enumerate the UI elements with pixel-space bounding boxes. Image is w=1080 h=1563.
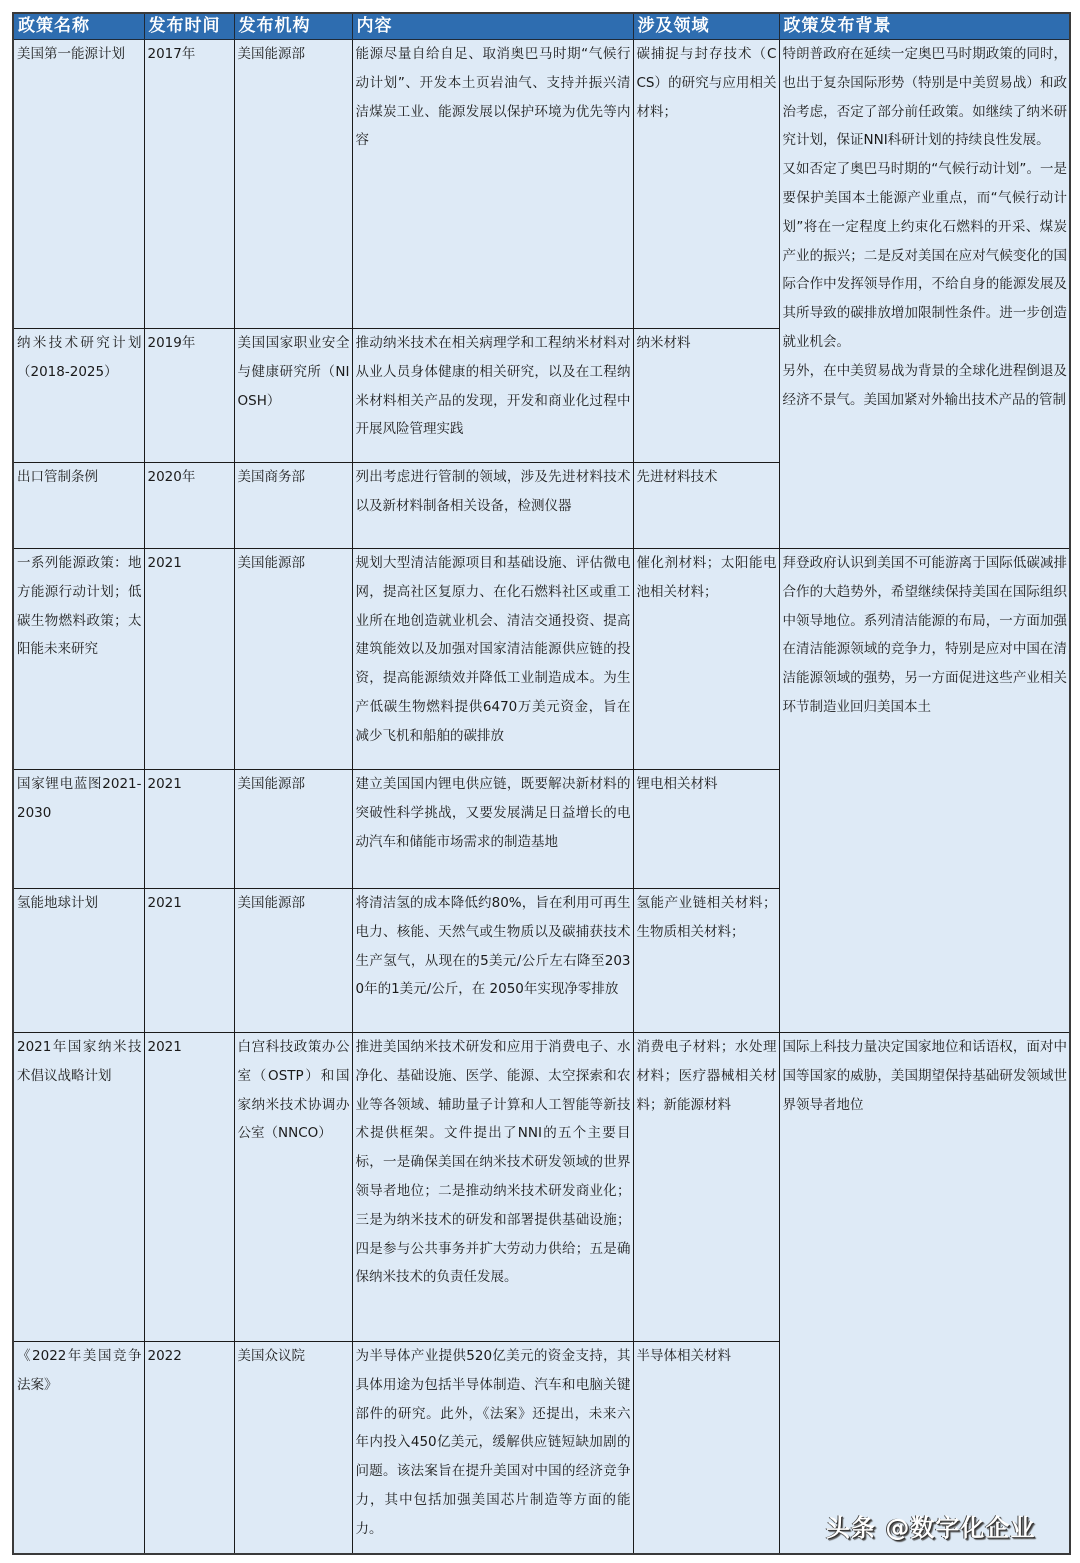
- background-paragraph: 另外，在中美贸易战为背景的全球化进程倒退及经济不景气。美国加紧对外输出技术产品的管制: [782, 362, 1067, 408]
- background-paragraph: 国际上科技力量决定国家地位和话语权，面对中国等国家的威胁，美国期望保持基础研发领域世界领导者地位: [782, 1039, 1067, 1113]
- cell-policy-name: 出口管制条例: [13, 463, 144, 549]
- cell-policy-name: 氢能地球计划: [13, 889, 144, 1033]
- cell-agency: 美国能源部: [234, 889, 352, 1033]
- background-paragraph: 又如否定了奥巴马时期的“气候行动计划”。一是要保护美国本土能源产业重点，而“气候行动计划”将在一定程度上约束化石燃料的开采、煤炭产业的振兴；二是反对美国在应对气候变化的国际合作中发挥领导作用，不给自身的能源发展及其所导致的碳排放增加限制性条件。进一步创造就业机会。: [782, 161, 1067, 350]
- cell-field: 氢能产业链相关材料；生物质相关材料；: [633, 889, 779, 1033]
- cell-release-time: 2022: [144, 1342, 234, 1554]
- cell-content: 为半导体产业提供520亿美元的资金支持，其具体用途为包括半导体制造、汽车和电脑关键部件的研究。此外，《法案》还提出，未来六年内投入450亿美元，缓解供应链短缺加剧的问题。该法案旨在提升美国对中国的经济竞争力，其中包括加强美国芯片制造等方面的能力。: [352, 1342, 633, 1554]
- header-release-time: 发布时间: [144, 13, 234, 40]
- cell-background-group-1: [779, 40, 1070, 549]
- cell-policy-name: 《2022年美国竞争法案》: [13, 1342, 144, 1554]
- cell-release-time: 2021: [144, 770, 234, 889]
- cell-agency: 白宫科技政策办公室（OSTP）和国家纳米技术协调办公室（NNCO）: [234, 1033, 352, 1342]
- cell-content: 推动纳米技术在相关病理学和工程纳米材料对从业人员身体健康的相关研究，以及在工程纳米材料相关产品的发现，开发和商业化过程中开展风险管理实践: [352, 329, 633, 463]
- table-row: [13, 40, 1070, 329]
- header-content: 内容: [352, 13, 633, 40]
- cell-agency: 美国能源部: [234, 549, 352, 770]
- cell-content: 列出考虑进行管制的领域，涉及先进材料技术以及新材料制备相关设备，检测仪器: [352, 463, 633, 549]
- table-header-row: [13, 13, 1070, 40]
- header-agency: 发布机构: [234, 13, 352, 40]
- cell-policy-name: 一系列能源政策：地方能源行动计划；低碳生物燃料政策；太阳能未来研究: [13, 549, 144, 770]
- cell-field: 碳捕捉与封存技术（CCS）的研究与应用相关材料；: [633, 40, 779, 329]
- cell-content: 规划大型清洁能源项目和基础设施、评估微电网，提高社区复原力、在化石燃料社区或重工业所在地创造就业机会、清洁交通投资、提高建筑能效以及加强对国家清洁能源供应链的投资，提高能源绩效并降低工业制造成本。为生产低碳生物燃料提供6470万美元资金，旨在减少飞机和船舶的碳排放: [352, 549, 633, 770]
- cell-field: 半导体相关材料: [633, 1342, 779, 1554]
- cell-policy-name: 2021年国家纳米技术倡议战略计划: [13, 1033, 144, 1342]
- cell-background-group-2: [779, 549, 1070, 1033]
- cell-content: 建立美国国内锂电供应链，既要解决新材料的突破性科学挑战，又要发展满足日益增长的电动汽车和储能市场需求的制造基地: [352, 770, 633, 889]
- cell-agency: 美国能源部: [234, 40, 352, 329]
- header-policy-name: 政策名称: [13, 13, 144, 40]
- cell-release-time: 2021: [144, 549, 234, 770]
- background-paragraph: 特朗普政府在延续一定奥巴马时期政策的同时，也出于复杂国际形势（特别是中美贸易战）和政治考虑，否定了部分前任政策。如继续了纳米研究计划，保证NNI科研计划的持续良性发展。: [782, 46, 1067, 149]
- cell-agency: 美国商务部: [234, 463, 352, 549]
- table-row: [13, 549, 1070, 770]
- cell-agency: 美国能源部: [234, 770, 352, 889]
- cell-field: 锂电相关材料: [633, 770, 779, 889]
- cell-content: 推进美国纳米技术研发和应用于消费电子、水净化、基础设施、医学、能源、太空探索和农业等各领域、辅助量子计算和人工智能等新技术提供框架。文件提出了NNI的五个主要目标，一是确保美国在纳米技术研发领域的世界领导者地位；二是推动纳米技术研发商业化；三是为纳米技术的研发和部署提供基础设施；四是参与公共事务并扩大劳动力供给；五是确保纳米技术的负责任发展。: [352, 1033, 633, 1342]
- cell-content: 将清洁氢的成本降低约80%，旨在利用可再生电力、核能、天然气或生物质以及碳捕获技术生产氢气，从现在的5美元/公斤左右降至2030年的1美元/公斤，在 2050年实现净零排放: [352, 889, 633, 1033]
- cell-policy-name: 纳米技术研究计划（2018-2025）: [13, 329, 144, 463]
- cell-field: 纳米材料: [633, 329, 779, 463]
- cell-field: 先进材料技术: [633, 463, 779, 549]
- cell-release-time: 2020年: [144, 463, 234, 549]
- watermark: 头条 @数字化企业: [826, 1514, 1036, 1542]
- cell-field: 消费电子材料；水处理材料；医疗器械相关材料；新能源材料: [633, 1033, 779, 1342]
- background-paragraph: 拜登政府认识到美国不可能游离于国际低碳减排合作的大趋势外，希望继续保持美国在国际组织中领导地位。系列清洁能源的布局，一方面加强在清洁能源领域的竞争力，特别是应对中国在清洁能源领域的强势，另一方面促进这些产业相关环节制造业回归美国本土: [782, 555, 1067, 715]
- cell-background-group-3: [779, 1033, 1070, 1554]
- cell-agency: 美国国家职业安全与健康研究所（NIOSH）: [234, 329, 352, 463]
- cell-agency: 美国众议院: [234, 1342, 352, 1554]
- cell-release-time: 2019年: [144, 329, 234, 463]
- cell-release-time: 2017年: [144, 40, 234, 329]
- cell-release-time: 2021: [144, 889, 234, 1033]
- table-row: [13, 1033, 1070, 1342]
- header-background: 政策发布背景: [779, 13, 1070, 40]
- cell-field: 催化剂材料；太阳能电池相关材料；: [633, 549, 779, 770]
- cell-release-time: 2021: [144, 1033, 234, 1342]
- cell-policy-name: 国家锂电蓝图2021-2030: [13, 770, 144, 889]
- cell-policy-name: 美国第一能源计划: [13, 40, 144, 329]
- policy-table: [12, 12, 1071, 1555]
- cell-content: 能源尽量自给自足、取消奥巴马时期“气候行动计划”、开发本土页岩油气、支持并振兴清洁煤炭工业、能源发展以保护环境为优先等内容: [352, 40, 633, 329]
- header-field: 涉及领域: [633, 13, 779, 40]
